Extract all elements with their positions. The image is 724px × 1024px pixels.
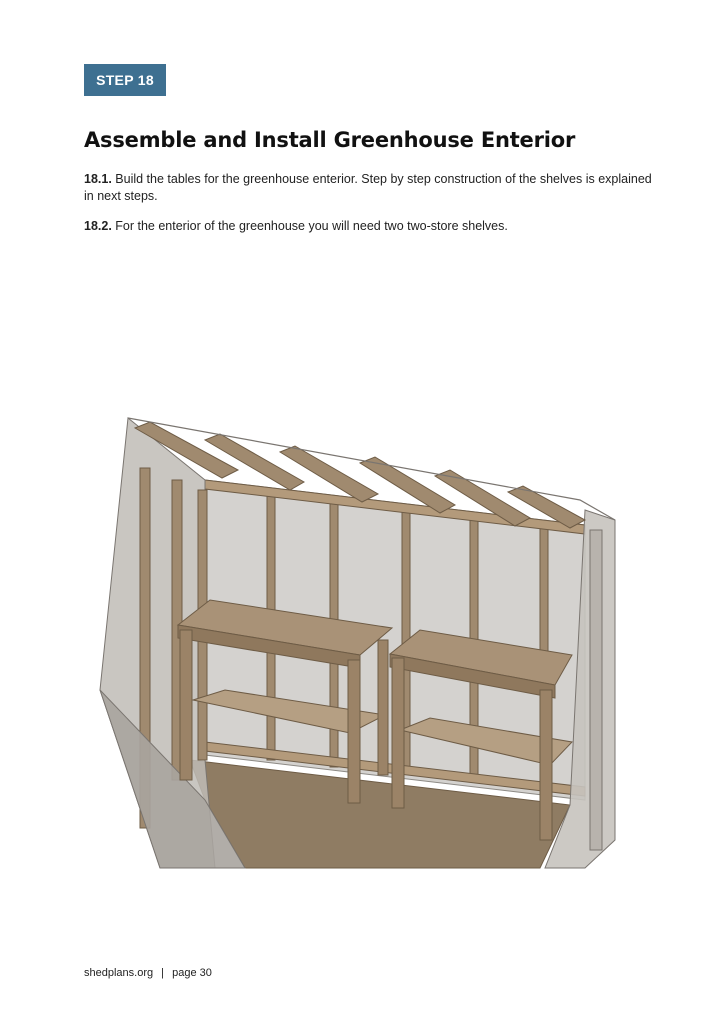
- instruction-18-1: [84, 171, 664, 205]
- instruction-18-2: [84, 218, 664, 235]
- step-badge: STEP 18: [84, 64, 166, 96]
- page-footer: [84, 967, 212, 979]
- page-title: Assemble and Install Greenhouse Enterior: [84, 128, 576, 152]
- instruction-text: For the enterior of the greenhouse you will need two two-store shelves.: [111, 219, 508, 233]
- instruction-text: Build the tables for the greenhouse enterior. Step by step construction of the shelves is explained in next steps.: [84, 172, 652, 203]
- footer-page-number: page 30: [172, 967, 212, 979]
- instruction-number: 18.2.: [84, 219, 112, 233]
- instruction-number: 18.1.: [84, 172, 112, 186]
- greenhouse-interior-illustration: [94, 410, 624, 875]
- footer-site: shedplans.org: [84, 967, 154, 979]
- footer-separator: |: [161, 967, 165, 979]
